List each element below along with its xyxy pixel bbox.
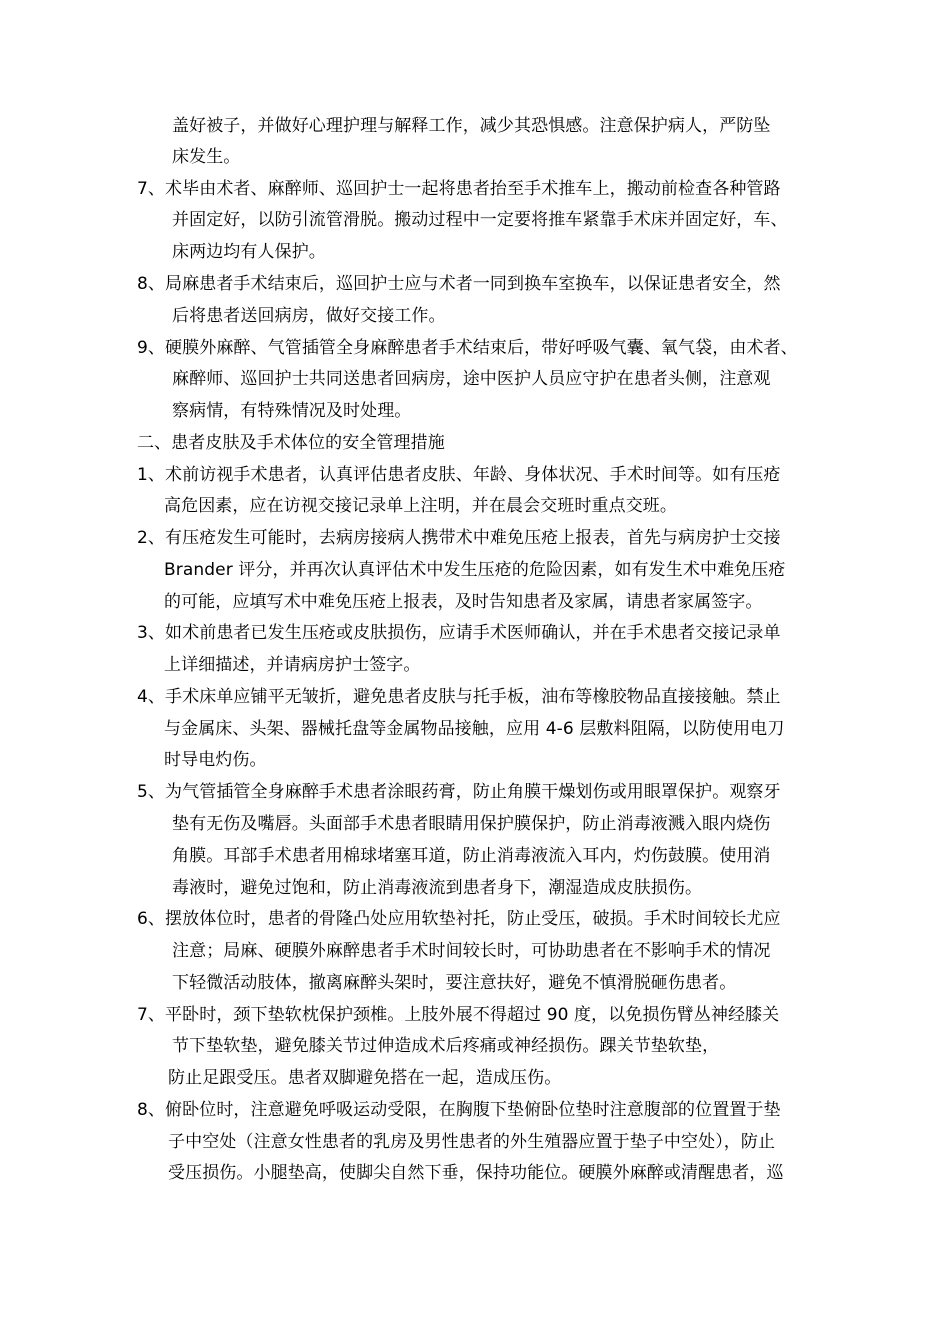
text-line: 床发生。 <box>172 147 241 167</box>
list-item-7: 7、术毕由术者、麻醉师、巡回护士一起将患者抬至手术推车上，搬动前检查各种管路 <box>137 179 781 199</box>
text-line: 子中空处（注意女性患者的乳房及男性患者的外生殖器应置于垫子中空处），防止 <box>168 1132 776 1152</box>
text-line: Brander 评分，并再次认真评估术中发生压疮的危险因素，如有发生术中难免压疮 <box>164 560 786 580</box>
text-line: 的可能，应填写术中难免压疮上报表，及时告知患者及家属，请患者家属签字。 <box>164 592 763 612</box>
list-item-6: 6、摆放体位时，患者的骨隆凸处应用软垫衬托，防止受压，破损。手术时间较长尤应 <box>137 909 781 929</box>
text-line: 角膜。耳部手术患者用棉球堵塞耳道，防止消毒液流入耳内，灼伤鼓膜。使用消 <box>172 846 771 866</box>
list-item-8: 8、局麻患者手术结束后，巡回护士应与术者一同到换车室换车，以保证患者安全，然 <box>137 274 781 294</box>
text-line: 下轻微活动肢体，撤离麻醉头架时，要注意扶好，避免不慎滑脱砸伤患者。 <box>172 973 737 993</box>
text-line: 受压损伤。小腿垫高，使脚尖自然下垂，保持功能位。硬膜外麻醉或清醒患者，巡 <box>168 1163 784 1183</box>
text-line: 时导电灼伤。 <box>164 750 267 770</box>
list-item-1: 1、术前访视手术患者，认真评估患者皮肤、年龄、身体状况、手术时间等。如有压疮 <box>137 465 781 485</box>
text-line: 盖好被子，并做好心理护理与解释工作，减少其恐惧感。注意保护病人，严防坠 <box>172 116 771 136</box>
text-line: 察病情，有特殊情况及时处理。 <box>172 401 412 421</box>
list-item-3: 3、如术前患者已发生压疮或皮肤损伤，应请手术医师确认，并在手术患者交接记录单 <box>137 623 781 643</box>
text-line: 防止足跟受压。患者双脚避免搭在一起，造成压伤。 <box>168 1068 562 1088</box>
text-line: 床两边均有人保护。 <box>172 242 326 262</box>
list-item-8b: 8、俯卧位时，注意避免呼吸运动受限，在胸腹下垫俯卧位垫时注意腹部的位置置于垫 <box>137 1100 781 1120</box>
text-line: 注意；局麻、硬膜外麻醉患者手术时间较长时，可协助患者在不影响手术的情况 <box>172 941 771 961</box>
list-item-4: 4、手术床单应铺平无皱折，避免患者皮肤与托手板，油布等橡胶物品直接接触。禁止 <box>137 687 781 707</box>
text-line: 麻醉师、巡回护士共同送患者回病房，途中医护人员应守护在患者头侧，注意观 <box>172 369 771 389</box>
text-line: 与金属床、头架、器械托盘等金属物品接触，应用 4-6 层敷料阻隔，以防使用电刀 <box>164 719 785 739</box>
text-line: 节下垫软垫，避免膝关节过伸造成术后疼痛或神经损伤。踝关节垫软垫， <box>172 1036 720 1056</box>
text-line: 垫有无伤及嘴唇。头面部手术患者眼睛用保护膜保护，防止消毒液溅入眼内烧伤 <box>172 814 771 834</box>
list-item-5: 5、为气管插管全身麻醉手术患者涂眼药膏，防止角膜干燥划伤或用眼罩保护。观察牙 <box>137 782 781 802</box>
list-item-9: 9、硬膜外麻醉、气管插管全身麻醉患者手术结束后，带好呼吸气囊、氧气袋，由术者、 <box>137 338 798 358</box>
text-line: 上详细描述，并请病房护士签字。 <box>164 655 421 675</box>
text-line: 后将患者送回病房，做好交接工作。 <box>172 306 446 326</box>
section-heading: 二、患者皮肤及手术体位的安全管理措施 <box>137 433 445 453</box>
text-line: 毒液时，避免过饱和，防止消毒液流到患者身下，潮湿造成皮肤损伤。 <box>172 878 703 898</box>
list-item-7b: 7、平卧时，颈下垫软枕保护颈椎。上肢外展不得超过 90 度，以免损伤臂丛神经膝关 <box>137 1005 780 1025</box>
text-line: 高危因素，应在访视交接记录单上注明，并在晨会交班时重点交班。 <box>164 496 677 516</box>
text-line: 并固定好，以防引流管滑脱。搬动过程中一定要将推车紧靠手术床并固定好，车、 <box>172 210 788 230</box>
list-item-2: 2、有压疮发生可能时，去病房接病人携带术中难免压疮上报表，首先与病房护士交接 <box>137 528 781 548</box>
